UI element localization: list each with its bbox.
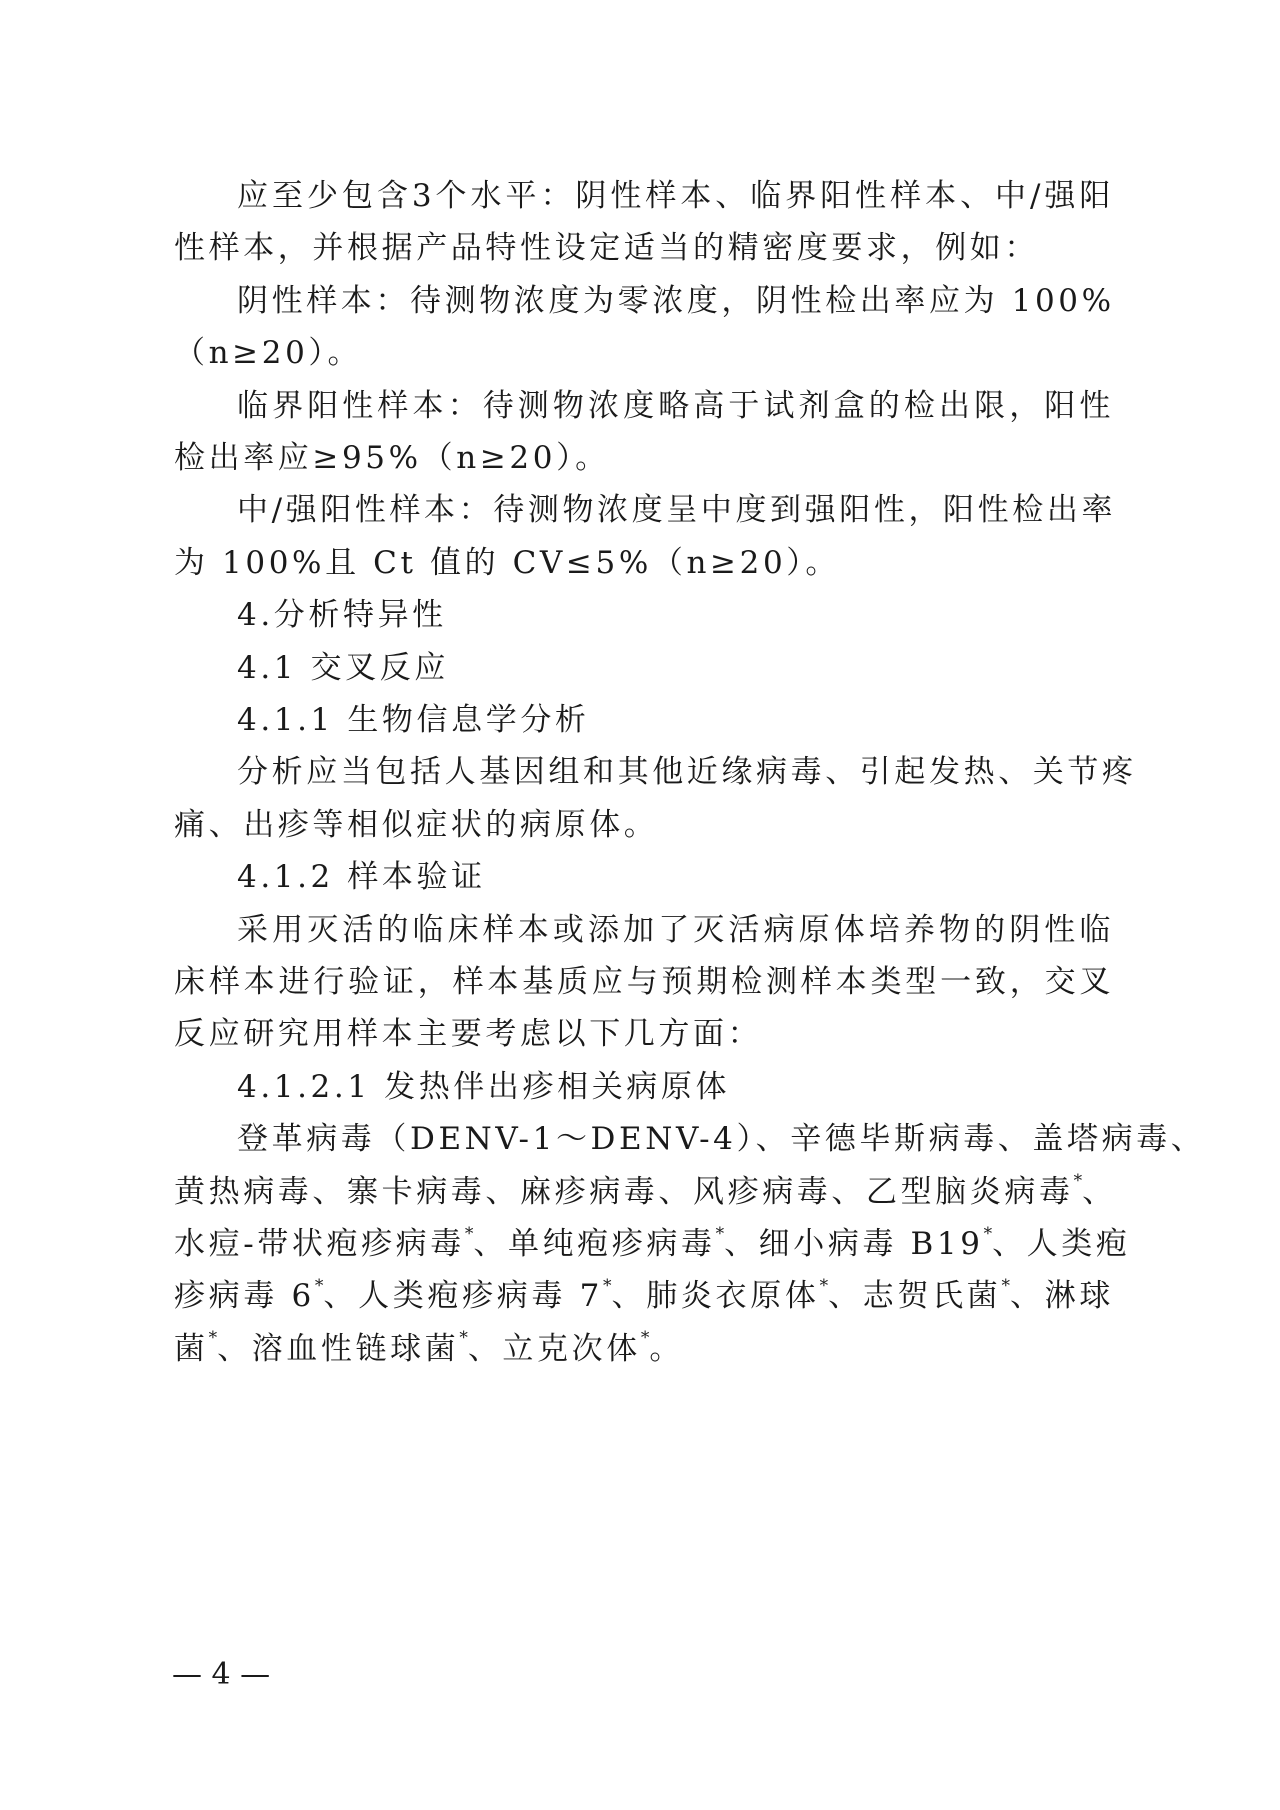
text-line (174, 533, 1114, 593)
text-line-content: 中/强阳性样本：待测物浓度呈中度到强阳性，阳性检出率 (237, 492, 1117, 529)
text-line-content: （n≥20）。 (174, 335, 363, 372)
footnote-marker: * (715, 1223, 725, 1244)
text-line (237, 480, 1117, 540)
text-line (237, 585, 1114, 645)
text-line (237, 847, 1114, 907)
footnote-marker: * (208, 1328, 218, 1349)
footnote-marker: * (314, 1276, 324, 1297)
text-line-content: 应至少包含3个水平：阴性样本、临界阳性样本、中/强阳 (237, 178, 1114, 214)
footnote-marker: * (640, 1328, 650, 1349)
text-line (174, 952, 1114, 1012)
footnote-marker: * (459, 1328, 468, 1349)
text-line-content: 登革病毒（DENV-1～DENV-4）、辛德毕斯病毒、盖塔病毒、 (237, 1121, 1206, 1158)
text-line (174, 1214, 1131, 1274)
text-line-content: 4.分析特异性 (237, 597, 447, 634)
footnote-marker: * (464, 1223, 474, 1244)
text-line (237, 742, 1137, 802)
text-line-content: 痛、出疹等相似症状的病原体。 (174, 806, 659, 843)
text-line (174, 795, 1114, 855)
text-line-tail: 、单纯疱疹病毒*、细小病毒 B19*、人类疱 (473, 1223, 1131, 1262)
text-line-content: 4.1.2.1 发热伴出疹相关病原体 (237, 1068, 731, 1105)
text-line-content: 疹病毒 6 (174, 1278, 315, 1315)
text-line (237, 690, 1114, 750)
text-line (174, 1266, 1114, 1326)
footnote-marker: * (1001, 1276, 1010, 1297)
text-line (174, 1319, 1114, 1379)
text-line-content: 菌 (174, 1330, 209, 1367)
text-line-content: 反应研究用样本主要考虑以下几方面： (174, 1016, 763, 1053)
text-line-tail: 、溶血性链球菌*、立克次体*。 (217, 1328, 684, 1367)
text-line-content: 性样本，并根据产品特性设定适当的精密度要求，例如： (174, 230, 1039, 267)
text-line-content: 黄热病毒、寨卡病毒、麻疹病毒、风疹病毒、乙型脑炎病毒 (174, 1173, 1074, 1210)
text-line-content: 检出率应≥95%（n≥20）。 (174, 440, 610, 476)
text-line (237, 376, 1114, 436)
text-line-content: 4.1 交叉反应 (237, 649, 449, 686)
text-line (237, 271, 1114, 331)
page-number: — 4 — (172, 1657, 271, 1692)
footnote-marker: * (1073, 1171, 1083, 1192)
text-line (174, 323, 1114, 383)
text-line-content: 4.1.1 生物信息学分析 (237, 702, 590, 738)
text-line (174, 218, 1114, 278)
text-line (174, 1004, 1114, 1064)
text-line-content: 临界阳性样本：待测物浓度略高于试剂盒的检出限，阳性 (237, 387, 1114, 424)
text-line-content: 水痘-带状疱疹病毒 (174, 1226, 465, 1262)
text-line (174, 1162, 1117, 1222)
footnote-marker: * (602, 1276, 612, 1297)
text-line-content: 床样本进行验证，样本基质应与预期检测样本类型一致，交叉 (174, 964, 1114, 1000)
text-line-tail: 、 (1082, 1173, 1117, 1210)
text-line (237, 1057, 1114, 1117)
text-line (237, 166, 1114, 226)
footnote-marker: * (983, 1223, 993, 1244)
text-line-tail: 、人类疱疹病毒 7*、肺炎衣原体*、志贺氏菌*、淋球 (323, 1276, 1114, 1315)
text-line-content: 4.1.2 样本验证 (237, 859, 486, 896)
text-line (237, 638, 1114, 698)
text-line-content: 采用灭活的临床样本或添加了灭活病原体培养物的阴性临 (237, 911, 1114, 948)
footnote-marker: * (819, 1276, 829, 1297)
text-line-content: 分析应当包括人基因组和其他近缘病毒、引起发热、关节疼 (237, 754, 1137, 791)
text-line-content: 阴性样本：待测物浓度为零浓度，阴性检出率应为 100% (237, 282, 1115, 319)
text-line (237, 1109, 1206, 1169)
text-line (237, 900, 1114, 960)
text-line-content: 为 100%且 Ct 值的 CV≤5%（n≥20）。 (174, 544, 840, 581)
text-line (174, 428, 1114, 488)
